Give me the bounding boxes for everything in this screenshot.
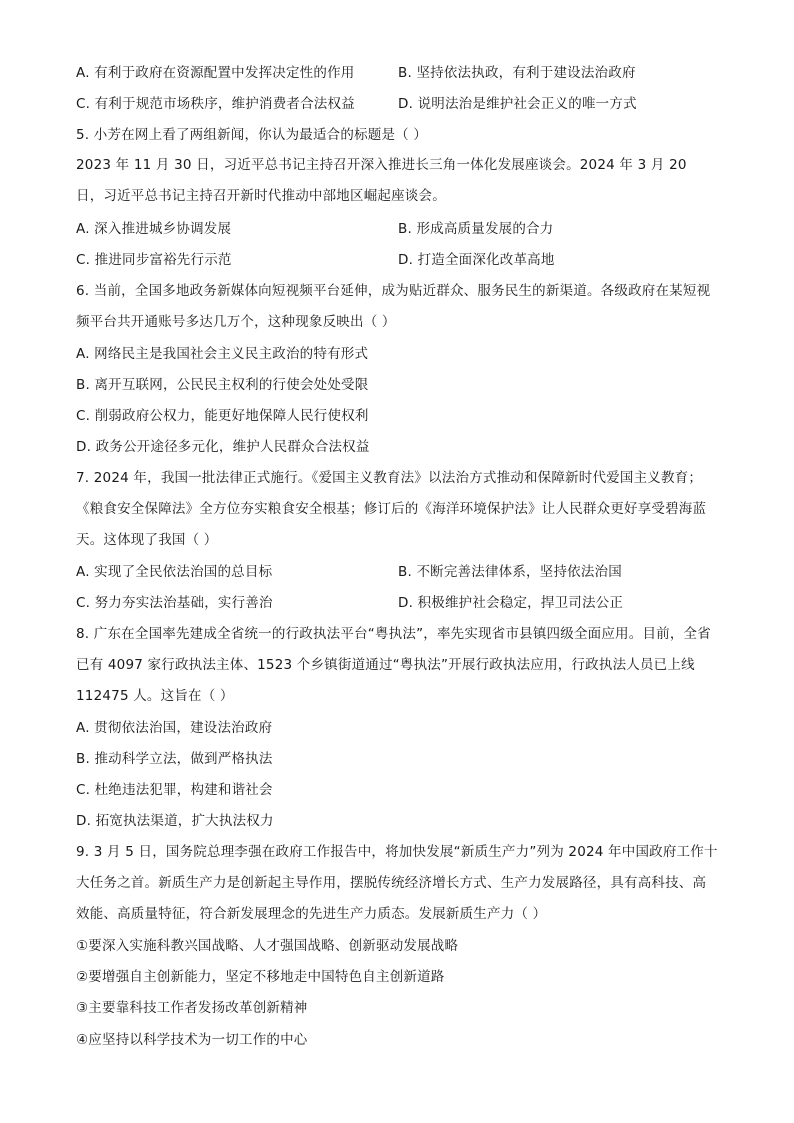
q4-option-d: D. 说明法治是维护社会正义的唯一方式 — [398, 96, 637, 112]
q6-option-c: C. 削弱政府公权力，能更好地保障人民行使权利 — [76, 408, 369, 424]
q5-option-c: C. 推进同步富裕先行示范 — [76, 252, 232, 268]
q5-option-a: A. 深入推进城乡协调发展 — [76, 221, 232, 237]
q7-option-c: C. 努力夯实法治基础，实行善治 — [76, 595, 273, 611]
q4-option-a: A. 有利于政府在资源配置中发挥决定性的作用 — [76, 65, 355, 81]
q7-option-a: A. 实现了全民依法治国的总目标 — [76, 564, 273, 580]
q9-item-4: ④应坚持以科学技术为一切工作的中心 — [76, 1032, 308, 1048]
q5-material: 2023 年 11 月 30 日，习近平总书记主持召开深入推进长三角一体化发展座谈会。2024 年 3 月 20 日，习近平总书记主持召开新时代推动中部地区崛起座谈会。 — [76, 157, 687, 204]
q4-option-b: B. 坚持依法执政，有利于建设法治政府 — [398, 65, 636, 81]
q8-option-a: A. 贯彻依法治国，建设法治政府 — [76, 720, 273, 736]
q6-option-b: B. 离开互联网，公民民主权利的行使会处处受限 — [76, 377, 369, 393]
q5-stem: 5. 小芳在网上看了两组新闻，你认为最适合的标题是（ ） — [76, 127, 428, 143]
q8-option-c: C. 杜绝违法犯罪，构建和谐社会 — [76, 782, 273, 798]
q7-option-b: B. 不断完善法律体系，坚持依法治国 — [398, 564, 622, 580]
q9-item-2: ②要增强自主创新能力，坚定不移地走中国特色自主创新道路 — [76, 969, 445, 985]
q7-stem: 7. 2024 年，我国一批法律正式施行。《爱国主义教育法》以法治方式推动和保障新时代爱国主义教育；《粮食安全保障法》全方位夯实粮食安全根基；修订后的《海洋环境保护法》让人民群众更好享受碧海蓝天。这体现了我国（ ） — [76, 470, 707, 548]
q4-option-c: C. 有利于规范市场秩序，维护消费者合法权益 — [76, 96, 355, 112]
q6-option-d: D. 政务公开途径多元化，维护人民群众合法权益 — [76, 439, 370, 455]
q9-stem: 9. 3 月 5 日，国务院总理李强在政府工作报告中，将加快发展“新质生产力”列为 2024 年中国政府工作十大任务之首。新质生产力是创新起主导作用，摆脱传统经济增长方式、生产力发展路径，具有高科技、高效能、高质量特征，符合新发展理念的先进生产力质态。发展新质生产力（ ） — [76, 844, 718, 922]
q5-option-d: D. 打造全面深化改革高地 — [398, 252, 555, 268]
q8-option-d: D. 拓宽执法渠道，扩大执法权力 — [76, 813, 274, 829]
q6-option-a: A. 网络民主是我国社会主义民主政治的特有形式 — [76, 346, 369, 362]
q9-item-3: ③主要靠科技工作者发扬改革创新精神 — [76, 1000, 308, 1016]
q8-option-b: B. 推动科学立法，做到严格执法 — [76, 751, 273, 767]
q6-stem: 6. 当前，全国多地政务新媒体向短视频平台延伸，成为贴近群众、服务民生的新渠道。各级政府在某短视频平台共开通账号多达几万个，这种现象反映出（ ） — [76, 283, 711, 330]
q7-option-d: D. 积极维护社会稳定，捍卫司法公正 — [398, 595, 624, 611]
q5-option-b: B. 形成高质量发展的合力 — [398, 221, 554, 237]
q8-stem: 8. 广东在全国率先建成全省统一的行政执法平台“粤执法”，率先实现省市县镇四级全面应用。目前，全省已有 4097 家行政执法主体、1523 个乡镇街道通过“粤执法”开展行政执法应用，行政执法人员已上线 112475 人。这旨在（ ） — [76, 626, 711, 704]
q9-item-1: ①要深入实施科教兴国战略、人才强国战略、创新驱动发展战略 — [76, 938, 459, 954]
